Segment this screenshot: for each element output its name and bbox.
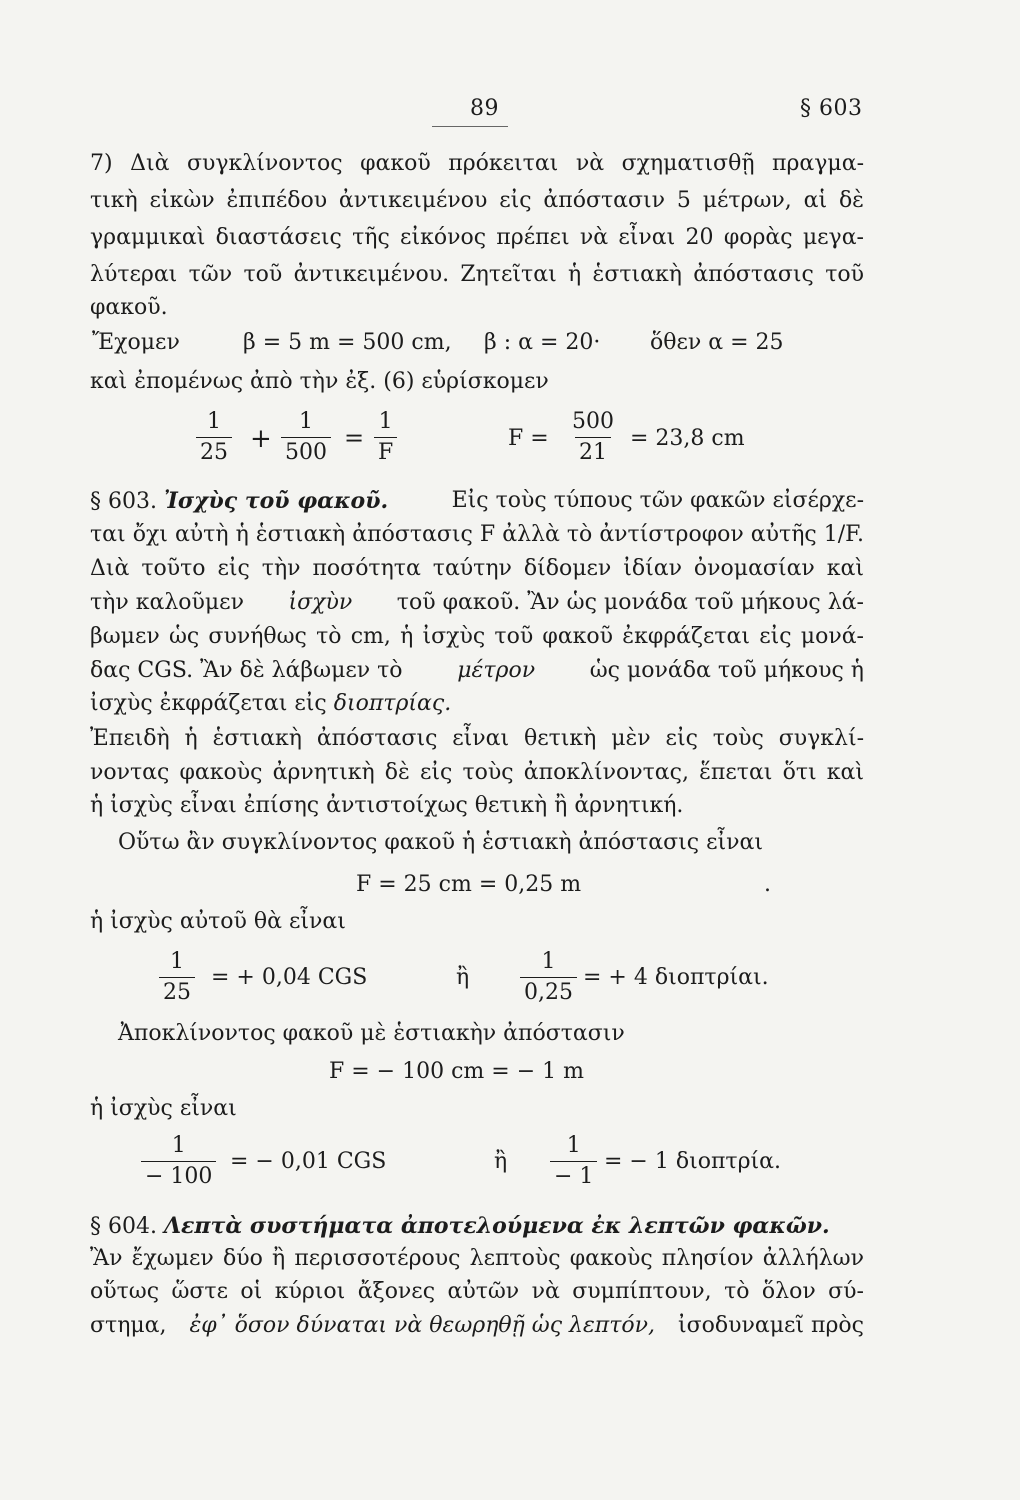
sec603-p3: Οὕτω ἂν συγκλίνοντος φακοῦ ἡ ἑστιακὴ ἀπόστασις εἶναι [118,830,763,855]
fraction-1-over-25-power [159,950,195,1005]
sec603-line-1 [90,487,864,516]
sec603-number: § 603. [90,489,157,514]
given-ratio: β : α = 20· [484,330,601,355]
fraction-denominator: 500 [281,437,331,465]
problem7-line-4: λύτεραι τῶν τοῦ ἀντικειμένου. Ζητεῖται ἡ ἑστιακὴ ἀπόστασις τοῦ [90,262,864,287]
sec604-title: Λεπτὰ συστήματα ἀποτελούμενα ἐκ λεπτῶν φακῶν. [163,1213,830,1239]
fraction-numerator: 1 [207,409,221,434]
problem7-line-2: τικὴ εἰκὼν ἐπιπέδου ἀντικειμένου εἰς ἀπόστασιν 5 μέτρων, αἱ δὲ [90,188,864,213]
sec604-number: § 604. [90,1214,157,1239]
italic-clause: ἐφ᾽ ὅσον δύναται νὰ θεωρηθῇ ὡς λεπτόν, [189,1313,656,1338]
sec603-p2-line-3: ἡ ἰσχὺς εἶναι ἐπίσης ἀντιστοίχως θετικὴ ἢ ἀρνητική. [90,793,684,818]
sec603-p2-line-2: νοντας φακοὺς ἀρνητικὴ δὲ εἰς τοὺς ἀποκλίνοντας, ἕπεται ὅτι καὶ [90,760,864,785]
fraction-denominator: 25 [196,437,232,465]
fraction-500-over-21 [568,410,618,465]
running-section: § 603 [800,96,863,121]
problem7-line-3: γραμμικαὶ διαστάσεις τῆς εἰκόνος πρέπει νὰ εἶναι 20 φορὰς μεγα- [90,225,864,250]
given-beta: β = 5 m = 500 cm, [243,330,452,355]
fraction-numerator: 1 [171,1133,186,1158]
sec604-heading [90,1212,864,1241]
text-run: τὴν καλοῦμεν [90,590,244,615]
sec603-line-3: Διὰ τοῦτο εἰς τὴν ποσότητα ταύτην δίδομεν ἰδίαν ὀνομασίαν καὶ [90,556,864,581]
fraction-denominator: − 100 [141,1161,216,1189]
italic-term-diopters: διοπτρίας. [333,691,452,716]
power-diopter-negative: = − 1 διοπτρία. [604,1149,781,1174]
sec603-line-7 [90,690,864,718]
fraction-denominator: 0,25 [520,977,577,1005]
text-run: ἰσχὺς ἐκφράζεται εἰς [90,691,327,716]
eq-trailing-dot: . [764,872,771,897]
fraction-numerator: 1 [299,409,313,434]
given-alpha: ὅθεν α = 25 [650,330,784,355]
given-lead: Ἔχομεν [92,330,180,355]
text-run: ἰσοδυναμεῖ πρὸς [677,1313,864,1338]
or-word: ἢ [456,965,470,990]
power-intro-2: ἡ ἰσχὺς εἶναι [90,1096,237,1121]
sec603-line-2: ται ὄχι αὐτὴ ἡ ἑστιακὴ ἀπόστασις F ἀλλὰ τὸ ἀντίστροφον αὐτῆς 1/F. [90,522,864,547]
eq-focal-diverging: F = − 100 cm = − 1 m [329,1059,584,1084]
problem7-line-1: 7) Διὰ συγκλίνοντος φακοῦ πρόκειται νὰ σχηματισθῇ πραγμα- [90,151,864,176]
fraction-1-over-0-25 [520,950,577,1005]
F-equals: F = [508,426,549,451]
fraction-1-over-F [374,410,397,465]
fraction-1-over-minus-1 [550,1134,597,1189]
fraction-1-over-500 [281,410,331,465]
sec604-line-1: Ἂν ἔχωμεν δύο ἢ περισσοτέρους λεπτοὺς φακοὺς πλησίον ἀλλήλων [90,1246,864,1271]
fraction-denominator: − 1 [550,1161,597,1189]
page-number: 89 [470,96,499,121]
problem7-line-5: φακοῦ. [90,295,168,320]
sec603-title: Ἰσχὺς τοῦ φακοῦ. [163,488,389,514]
fraction-1-over-25 [196,410,232,465]
fraction-numerator: 1 [378,409,393,434]
fraction-numerator: 1 [566,1133,581,1158]
sec604-line-3 [90,1312,864,1340]
sec603-line-6 [90,657,864,685]
text-run: δας CGS. Ἂν δὲ λάβωμεν τὸ [90,658,403,683]
equals-sign: = [344,424,365,452]
sec603-line-5: βωμεν ὡς συνήθως τὸ cm, ἡ ἰσχὺς τοῦ φακοῦ ἐκφράζεται εἰς μονά- [90,624,864,649]
plus-sign: + [250,424,272,454]
focal-result: = 23,8 cm [630,426,745,451]
or-word: ἢ [494,1149,508,1174]
power-cgs-negative: = − 0,01 CGS [230,1149,387,1174]
fraction-denominator: F [374,437,397,465]
sec603-p2-line-1: Ἐπειδὴ ἡ ἑστιακὴ ἀπόστασις εἶναι θετικὴ μὲν εἰς τοὺς συγκλί- [90,726,864,751]
sec603-line-1-rest: Εἰς τοὺς τύπους τῶν φακῶν εἰσέρχε- [451,488,864,513]
italic-term-meter: μέτρον [457,658,536,683]
sec603-line-4 [90,589,864,617]
fraction-numerator: 1 [541,949,556,974]
eq-focal-converging: F = 25 cm = 0,25 m [356,872,582,897]
text-run: τοῦ φακοῦ. Ἂν ὡς μονάδα τοῦ μήκους λά- [396,590,864,615]
fraction-numerator: 1 [170,949,184,974]
problem7-then: καὶ ἐπομένως ἀπὸ τὴν ἐξ. (6) εὑρίσκομεν [90,369,549,394]
fraction-denominator: 21 [575,437,611,465]
fraction-denominator: 25 [159,977,195,1005]
fraction-numerator: 500 [572,409,614,434]
header-rule [432,126,508,127]
text-run: στημα, [90,1313,167,1338]
fraction-1-over-minus-100 [141,1134,216,1189]
sec604-line-2: οὕτως ὥστε οἱ κύριοι ἄξονες αὐτῶν νὰ συμπίπτουν, τὸ ὅλον σύ- [90,1279,864,1304]
power-diopters-positive: = + 4 διοπτρίαι. [583,965,769,990]
power-cgs-positive: = + 0,04 CGS [211,965,368,990]
italic-term-power: ἰσχὺν [288,590,353,615]
text-run: ὡς μονάδα τοῦ μήκους ἡ [589,658,864,683]
power-intro: ἡ ἰσχὺς αὐτοῦ θὰ εἶναι [90,909,346,934]
diverging-intro: Ἀποκλίνοντος φακοῦ μὲ ἑστιακὴν ἀπόστασιν [118,1021,625,1046]
